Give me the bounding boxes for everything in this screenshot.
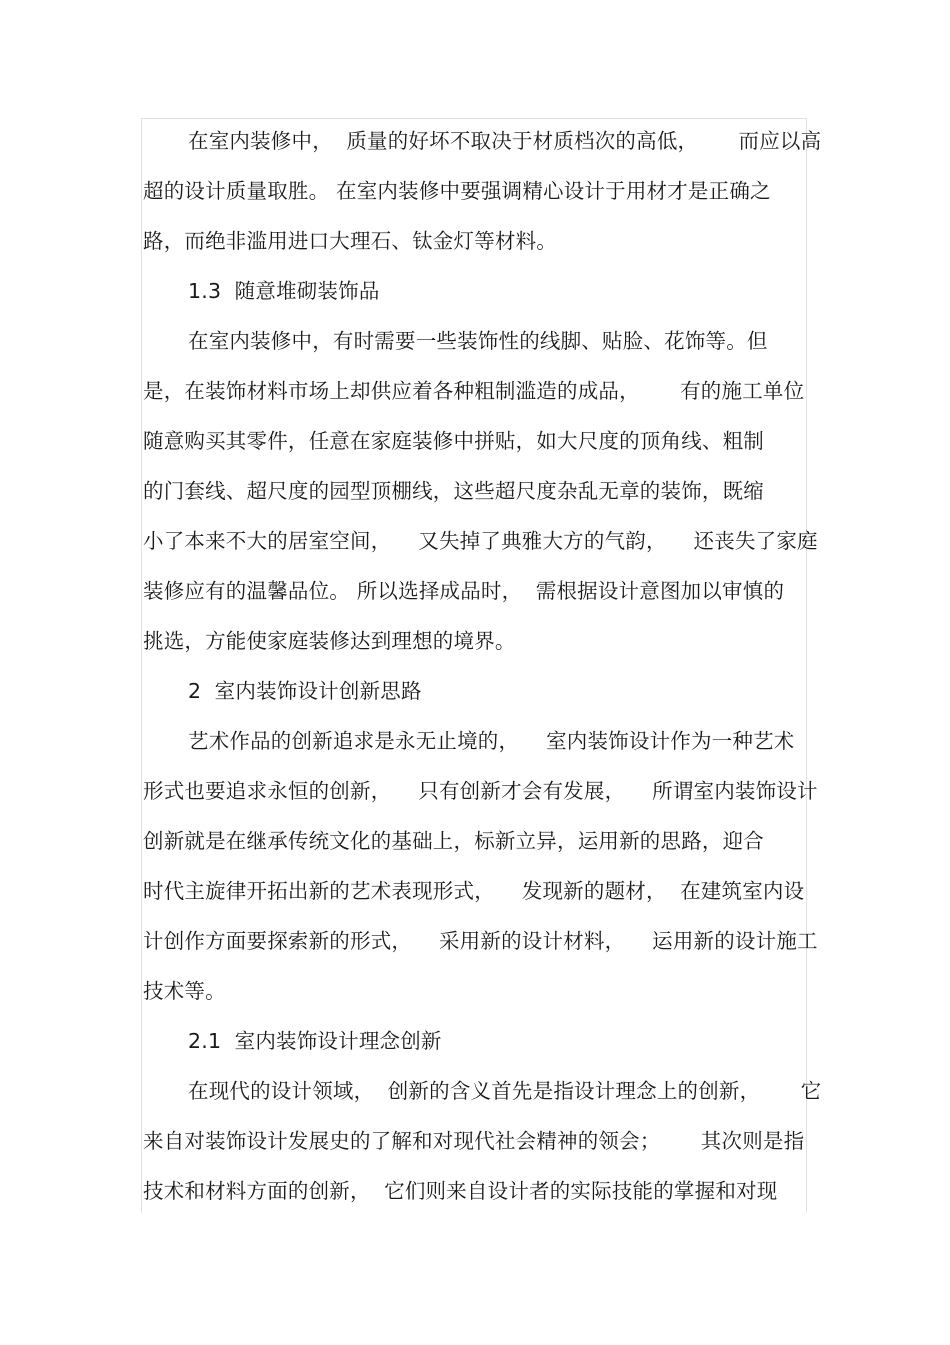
paragraph-line: 技术等。: [143, 979, 226, 1003]
paragraph-line: 艺术作品的创新追求是永无止境的， 室内装饰设计作为一种艺术: [188, 729, 795, 753]
paragraph-line: 在室内装修中，有时需要一些装饰性的线脚、贴脸、花饰等。但: [188, 329, 768, 353]
paragraph-line: 在室内装修中， 质量的好坏不取决于材质档次的高低， 而应以高: [188, 129, 822, 153]
paragraph-line: 来自对装饰设计发展史的了解和对现代社会精神的领会； 其次则是指: [143, 1129, 805, 1153]
paragraph-line: 的门套线、超尺度的园型顶棚线，这些超尺度杂乱无章的装饰，既缩: [143, 479, 764, 503]
paragraph-line: 装修应有的温馨品位。 所以选择成品时， 需根据设计意图加以审慎的: [143, 579, 785, 603]
paragraph-line: 在现代的设计领域， 创新的含义首先是指设计理念上的创新， 它: [188, 1079, 822, 1103]
section-heading: 2 室内装饰设计创新思路: [188, 679, 422, 703]
paragraph-line: 超的设计质量取胜。 在室内装修中要强调精心设计于用材才是正确之: [143, 179, 771, 203]
paragraph-line: 小了本来不大的居室空间， 又失掉了典雅大方的气韵， 还丧失了家庭: [143, 529, 818, 553]
paragraph-line: 挑选，方能使家庭装修达到理想的境界。: [143, 629, 516, 653]
section-heading: 1.3 随意堆砌装饰品: [188, 279, 380, 303]
section-heading: 2.1 室内装饰设计理念创新: [188, 1029, 442, 1053]
paragraph-line: 是，在装饰材料市场上却供应着各种粗制滥造的成品， 有的施工单位: [143, 379, 805, 403]
paragraph-line: 创新就是在继承传统文化的基础上，标新立异，运用新的思路，迎合: [143, 829, 764, 853]
paragraph-line: 路，而绝非滥用进口大理石、钛金灯等材料。: [143, 229, 557, 253]
paragraph-line: 形式也要追求永恒的创新， 只有创新才会有发展， 所谓室内装饰设计: [143, 779, 818, 803]
paragraph-line: 时代主旋律开拓出新的艺术表现形式， 发现新的题材， 在建筑室内设: [143, 879, 805, 903]
paragraph-line: 计创作方面要探索新的形式， 采用新的设计材料， 运用新的设计施工: [143, 929, 818, 953]
paragraph-line: 随意购买其零件，任意在家庭装修中拼贴，如大尺度的顶角线、粗制: [143, 429, 764, 453]
paragraph-line: 技术和材料方面的创新， 它们则来自设计者的实际技能的掌握和对现: [143, 1179, 778, 1203]
